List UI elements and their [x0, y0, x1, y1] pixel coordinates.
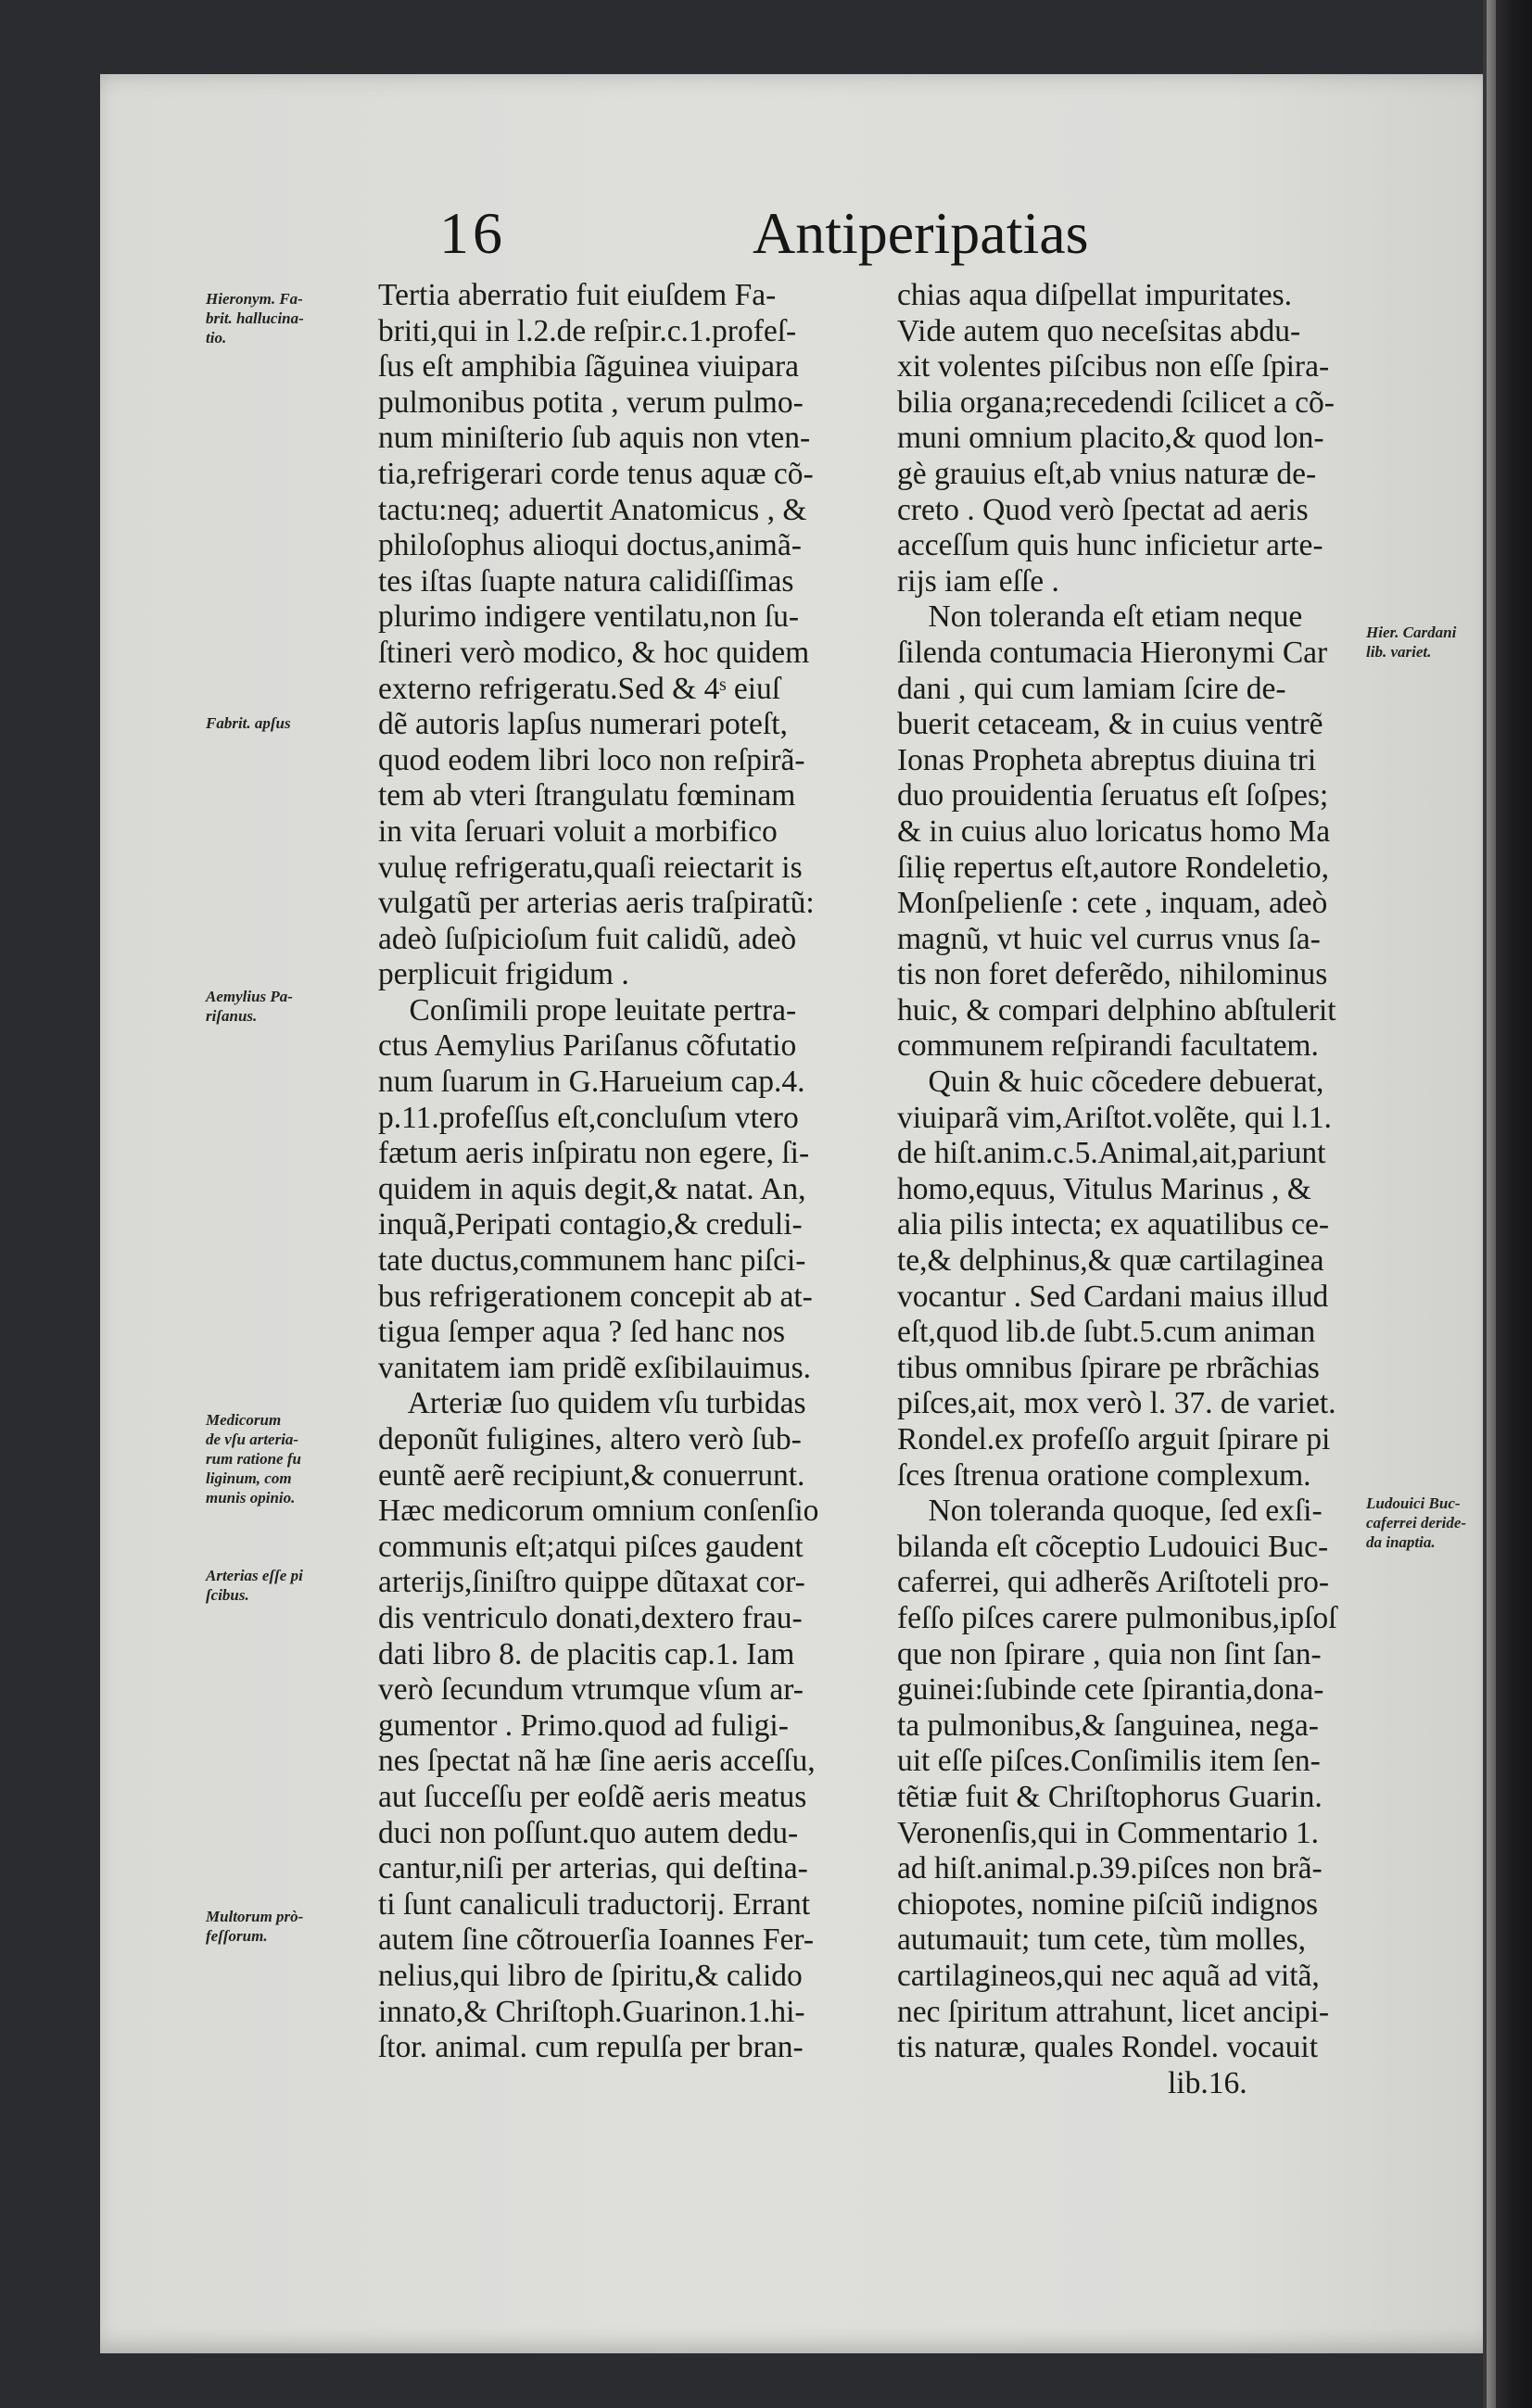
text-line: bilia organa;recedendi ſcilicet a cõ-: [897, 385, 1335, 420]
text-line: buerit cetaceam, & in cuius ventrẽ: [897, 707, 1323, 742]
text-line: creto . Quod verò ſpectat ad aeris: [897, 492, 1309, 527]
text-line: uit eſſe piſces.Conſimilis item ſen-: [897, 1744, 1321, 1779]
text-line: pulmonibus potita , verum pulmo-: [378, 385, 804, 420]
margin-note-fabrit: Fabrit. apſus: [206, 714, 291, 732]
margin-note-medicorum: Medicorum de vſu arteria- rum ratione fu liginum, com munis opinio.: [206, 1411, 301, 1507]
text-line: xit volentes piſcibus non eſſe ſpira-: [897, 349, 1330, 385]
text-line: guinei:ſubinde cete ſpirantia,dona-: [897, 1672, 1324, 1708]
text-line: viuiparã vim,Ariſtot.volẽte, qui l.1.: [897, 1100, 1332, 1135]
text-line: aut ſucceſſu per eoſdẽ aeris meatus: [378, 1779, 807, 1814]
text-line: quidem in aquis degit,& natat. An,: [378, 1171, 806, 1206]
text-line: num miniſterio ſub aquis non vten-: [378, 421, 811, 456]
text-line: Monſpelienſe : cete , inquam, adeò: [897, 886, 1328, 921]
text-line: Quin & huic cõcedere debuerat,: [897, 1065, 1324, 1100]
text-line: dati libro 8. de placitis cap.1. Iam: [378, 1636, 795, 1671]
margin-note-multorum: Multorum prò- feſſorum.: [206, 1908, 304, 1945]
text-line: innato,& Chriſtoph.Guarinon.1.hi-: [378, 1994, 805, 2029]
text-line: bus refrigerationem concepit ab at-: [378, 1279, 813, 1314]
text-line: alia pilis intecta; ex aquatilibus ce-: [897, 1207, 1330, 1242]
text-line: ti ſunt canaliculi traductorij. Errant: [378, 1886, 811, 1922]
text-line: tis non foret deferẽdo, nihilominus: [897, 957, 1328, 992]
text-line: magnũ, vt huic vel currus vnus ſa-: [897, 921, 1321, 956]
text-line: vuluę refrigeratu,quaſi reiectarit is: [378, 850, 803, 885]
text-line: feſſo piſces carere pulmonibus,ipſoſ: [897, 1600, 1337, 1635]
text-line: tem ab vteri ſtrangulatu fœminam: [378, 778, 796, 813]
text-line: huic, & compari delphino abſtulerit: [897, 992, 1336, 1027]
text-line: externo refrigeratu.Sed & 4ˢ eiuſ: [378, 671, 781, 706]
text-line: communem reſpirandi facultatem.: [897, 1028, 1319, 1064]
text-line: arterijs,ſiniſtro quippe dũtaxat cor-: [378, 1565, 805, 1600]
left-text-column: [378, 278, 818, 2066]
text-line: chiopotes, nomine piſciũ indignos: [897, 1886, 1319, 1922]
text-line: ſilenda contumacia Hieronymi Car: [897, 635, 1328, 670]
text-line: adeò ſuſpicioſum fuit calidũ, adeò: [378, 921, 797, 956]
text-line: Arteriæ ſuo quidem vſu turbidas: [378, 1386, 806, 1421]
text-line: ta pulmonibus,& ſanguinea, nega-: [897, 1708, 1319, 1743]
text-line: num ſuarum in G.Harueium cap.4.: [378, 1065, 805, 1100]
text-line: Conſimili prope leuitate pertra-: [378, 992, 797, 1027]
text-line: vocantur . Sed Cardani maius illud: [897, 1279, 1329, 1314]
margin-note-ludouici: Ludouici Buc- caferrei deride- da inaptia.: [1366, 1494, 1467, 1551]
text-line: tia,refrigerari corde tenus aquæ cõ-: [378, 456, 814, 491]
text-line: ſces ſtrenua oratione complexum.: [897, 1457, 1311, 1493]
right-text-column: [897, 278, 1336, 2101]
text-line: duci non poſſunt.quo autem dedu-: [378, 1815, 799, 1850]
margin-note-cardani: Hier. Cardani lib. variet.: [1366, 624, 1457, 661]
text-line: nec ſpiritum attrahunt, licet ancipi-: [897, 1994, 1330, 2029]
text-line: bilanda eſt cõceptio Ludouici Buc-: [897, 1529, 1329, 1564]
text-line: dani , qui cum lamiam ſcire de-: [897, 671, 1286, 706]
margin-note-arterias: Arterias eſſe pi ſcibus.: [206, 1567, 303, 1604]
text-line: homo,equus, Vitulus Marinus , &: [897, 1171, 1311, 1206]
margin-note-hieronymus: Hieronym. Fa- brit. hallucina- tio.: [206, 290, 304, 347]
text-line: autumauit; tum cete, tùm molles,: [897, 1923, 1306, 1958]
text-line: nelius,qui libro de ſpiritu,& calido: [378, 1958, 803, 1993]
text-line: vulgatũ per arterias aeris traſpiratũ:: [378, 886, 815, 921]
text-line: tẽtiæ fuit & Chriſtophorus Guarin.: [897, 1779, 1323, 1814]
text-line: nes ſpectat nã hæ ſine aeris acceſſu,: [378, 1744, 816, 1779]
text-line: Tertia aberratio fuit eiuſdem Fa-: [378, 278, 777, 312]
text-line: deponũt fuligines, altero verò ſub-: [378, 1422, 802, 1456]
adjacent-page-edge: [1483, 0, 1532, 2408]
text-line: Rondel.ex profeſſo arguit ſpirare pi: [897, 1422, 1331, 1456]
text-line: Vide autem quo neceſsitas abdu-: [897, 313, 1301, 348]
text-line: eſt,quod lib.de ſubt.5.cum animan: [897, 1315, 1316, 1350]
text-line: ſilię repertus eſt,autore Rondeletio,: [897, 850, 1330, 885]
text-line: rijs iam eſſe .: [897, 563, 1059, 599]
text-line: de hiſt.anim.c.5.Animal,ait,pariunt: [897, 1136, 1326, 1171]
text-line: quod eodem libri loco non reſpirã-: [378, 742, 805, 777]
text-line: Veronenſis,qui in Commentario 1.: [897, 1815, 1319, 1850]
text-line: dẽ autoris lapſus numerari poteſt,: [378, 707, 788, 742]
text-line: cartilagineos,qui nec aquã ad vitã,: [897, 1958, 1320, 1993]
text-line: caferrei, qui adherẽs Ariſtoteli pro-: [897, 1565, 1330, 1600]
text-line: tis naturæ, quales Rondel. vocauit: [897, 2030, 1319, 2065]
text-line: autem ſine cõtrouerſia Ioannes Fer-: [378, 1923, 814, 1958]
text-line: gumentor . Primo.quod ad fuligi-: [378, 1708, 789, 1743]
text-line: & in cuius aluo loricatus homo Ma: [897, 813, 1331, 849]
page-number: 16: [439, 200, 506, 266]
text-line: cantur,niſi per arterias, qui deſtina-: [378, 1851, 808, 1886]
text-line: fætum aeris inſpiratu non egere, ſi-: [378, 1136, 810, 1171]
text-line: euntẽ aerẽ recipiunt,& conuerrunt.: [378, 1457, 805, 1493]
text-line: que non ſpirare , quia non ſint ſan-: [897, 1636, 1322, 1671]
text-line: vanitatem iam pridẽ exſibilauimus.: [378, 1350, 812, 1385]
text-line: Non toleranda quoque, ſed exſi-: [897, 1494, 1323, 1529]
text-line: tes iſtas ſuapte natura calidiſſimas: [378, 563, 794, 599]
text-line: Ionas Propheta abreptus diuina tri: [897, 742, 1317, 777]
text-line: te,& delphinus,& quæ cartilaginea: [897, 1243, 1324, 1279]
text-line: muni omnium placito,& quod lon-: [897, 421, 1324, 456]
text-line: ctus Aemylius Pariſanus cõfutatio: [378, 1028, 797, 1064]
text-line: chias aqua diſpellat impuritates.: [897, 278, 1293, 312]
text-line: communis eſt;atqui piſces gaudent: [378, 1529, 804, 1564]
text-line: perplicuit frigidum .: [378, 957, 629, 992]
running-head: Antiperipatias: [753, 200, 1089, 266]
text-line: inquã,Peripati contagio,& creduli-: [378, 1207, 803, 1242]
text-line: lib.16.: [1168, 2065, 1247, 2100]
text-line: Hæc medicorum omnium conſenſio: [378, 1494, 819, 1529]
text-line: ad hiſt.animal.p.39.piſces non brã-: [897, 1851, 1323, 1886]
text-line: p.11.profeſſus eſt,concluſum vtero: [378, 1100, 799, 1135]
page-header: [0, 190, 1483, 273]
margin-note-aemylius: Aemylius Pa- riſanus.: [206, 988, 293, 1025]
text-line: ſtor. animal. cum repulſa per bran-: [378, 2030, 804, 2065]
text-line: philoſophus alioqui doctus,animã-: [378, 528, 802, 563]
text-line: tibus omnibus ſpirare pe rbrãchias: [897, 1350, 1320, 1385]
text-line: Non toleranda eſt etiam neque: [897, 599, 1303, 635]
text-line: ſtineri verò modico, & hoc quidem: [378, 635, 810, 670]
text-line: in vita ſeruari voluit a morbifico: [378, 813, 778, 849]
text-line: piſces,ait, mox verò l. 37. de variet.: [897, 1386, 1336, 1421]
text-line: ſus eſt amphibia ſãguinea viuipara: [378, 349, 799, 385]
text-line: tate ductus,communem hanc piſci-: [378, 1243, 806, 1279]
text-line: verò ſecundum vtrumque vſum ar-: [378, 1672, 804, 1708]
text-line: tactu:neq; aduertit Anatomicus , &: [378, 492, 807, 527]
text-line: dis ventriculo donati,dextero frau-: [378, 1600, 803, 1635]
text-line: briti,qui in l.2.de reſpir.c.1.profeſ-: [378, 313, 797, 348]
text-line: plurimo indigere ventilatu,non ſu-: [378, 599, 800, 635]
text-line: tigua ſemper aqua ? ſed hanc nos: [378, 1315, 786, 1350]
text-line: gè grauius eſt,ab vnius naturæ de-: [897, 456, 1317, 491]
text-line: duo prouidentia ſeruatus eſt ſoſpes;: [897, 778, 1329, 813]
text-line: acceſſum quis hunc inficietur arte-: [897, 528, 1323, 563]
